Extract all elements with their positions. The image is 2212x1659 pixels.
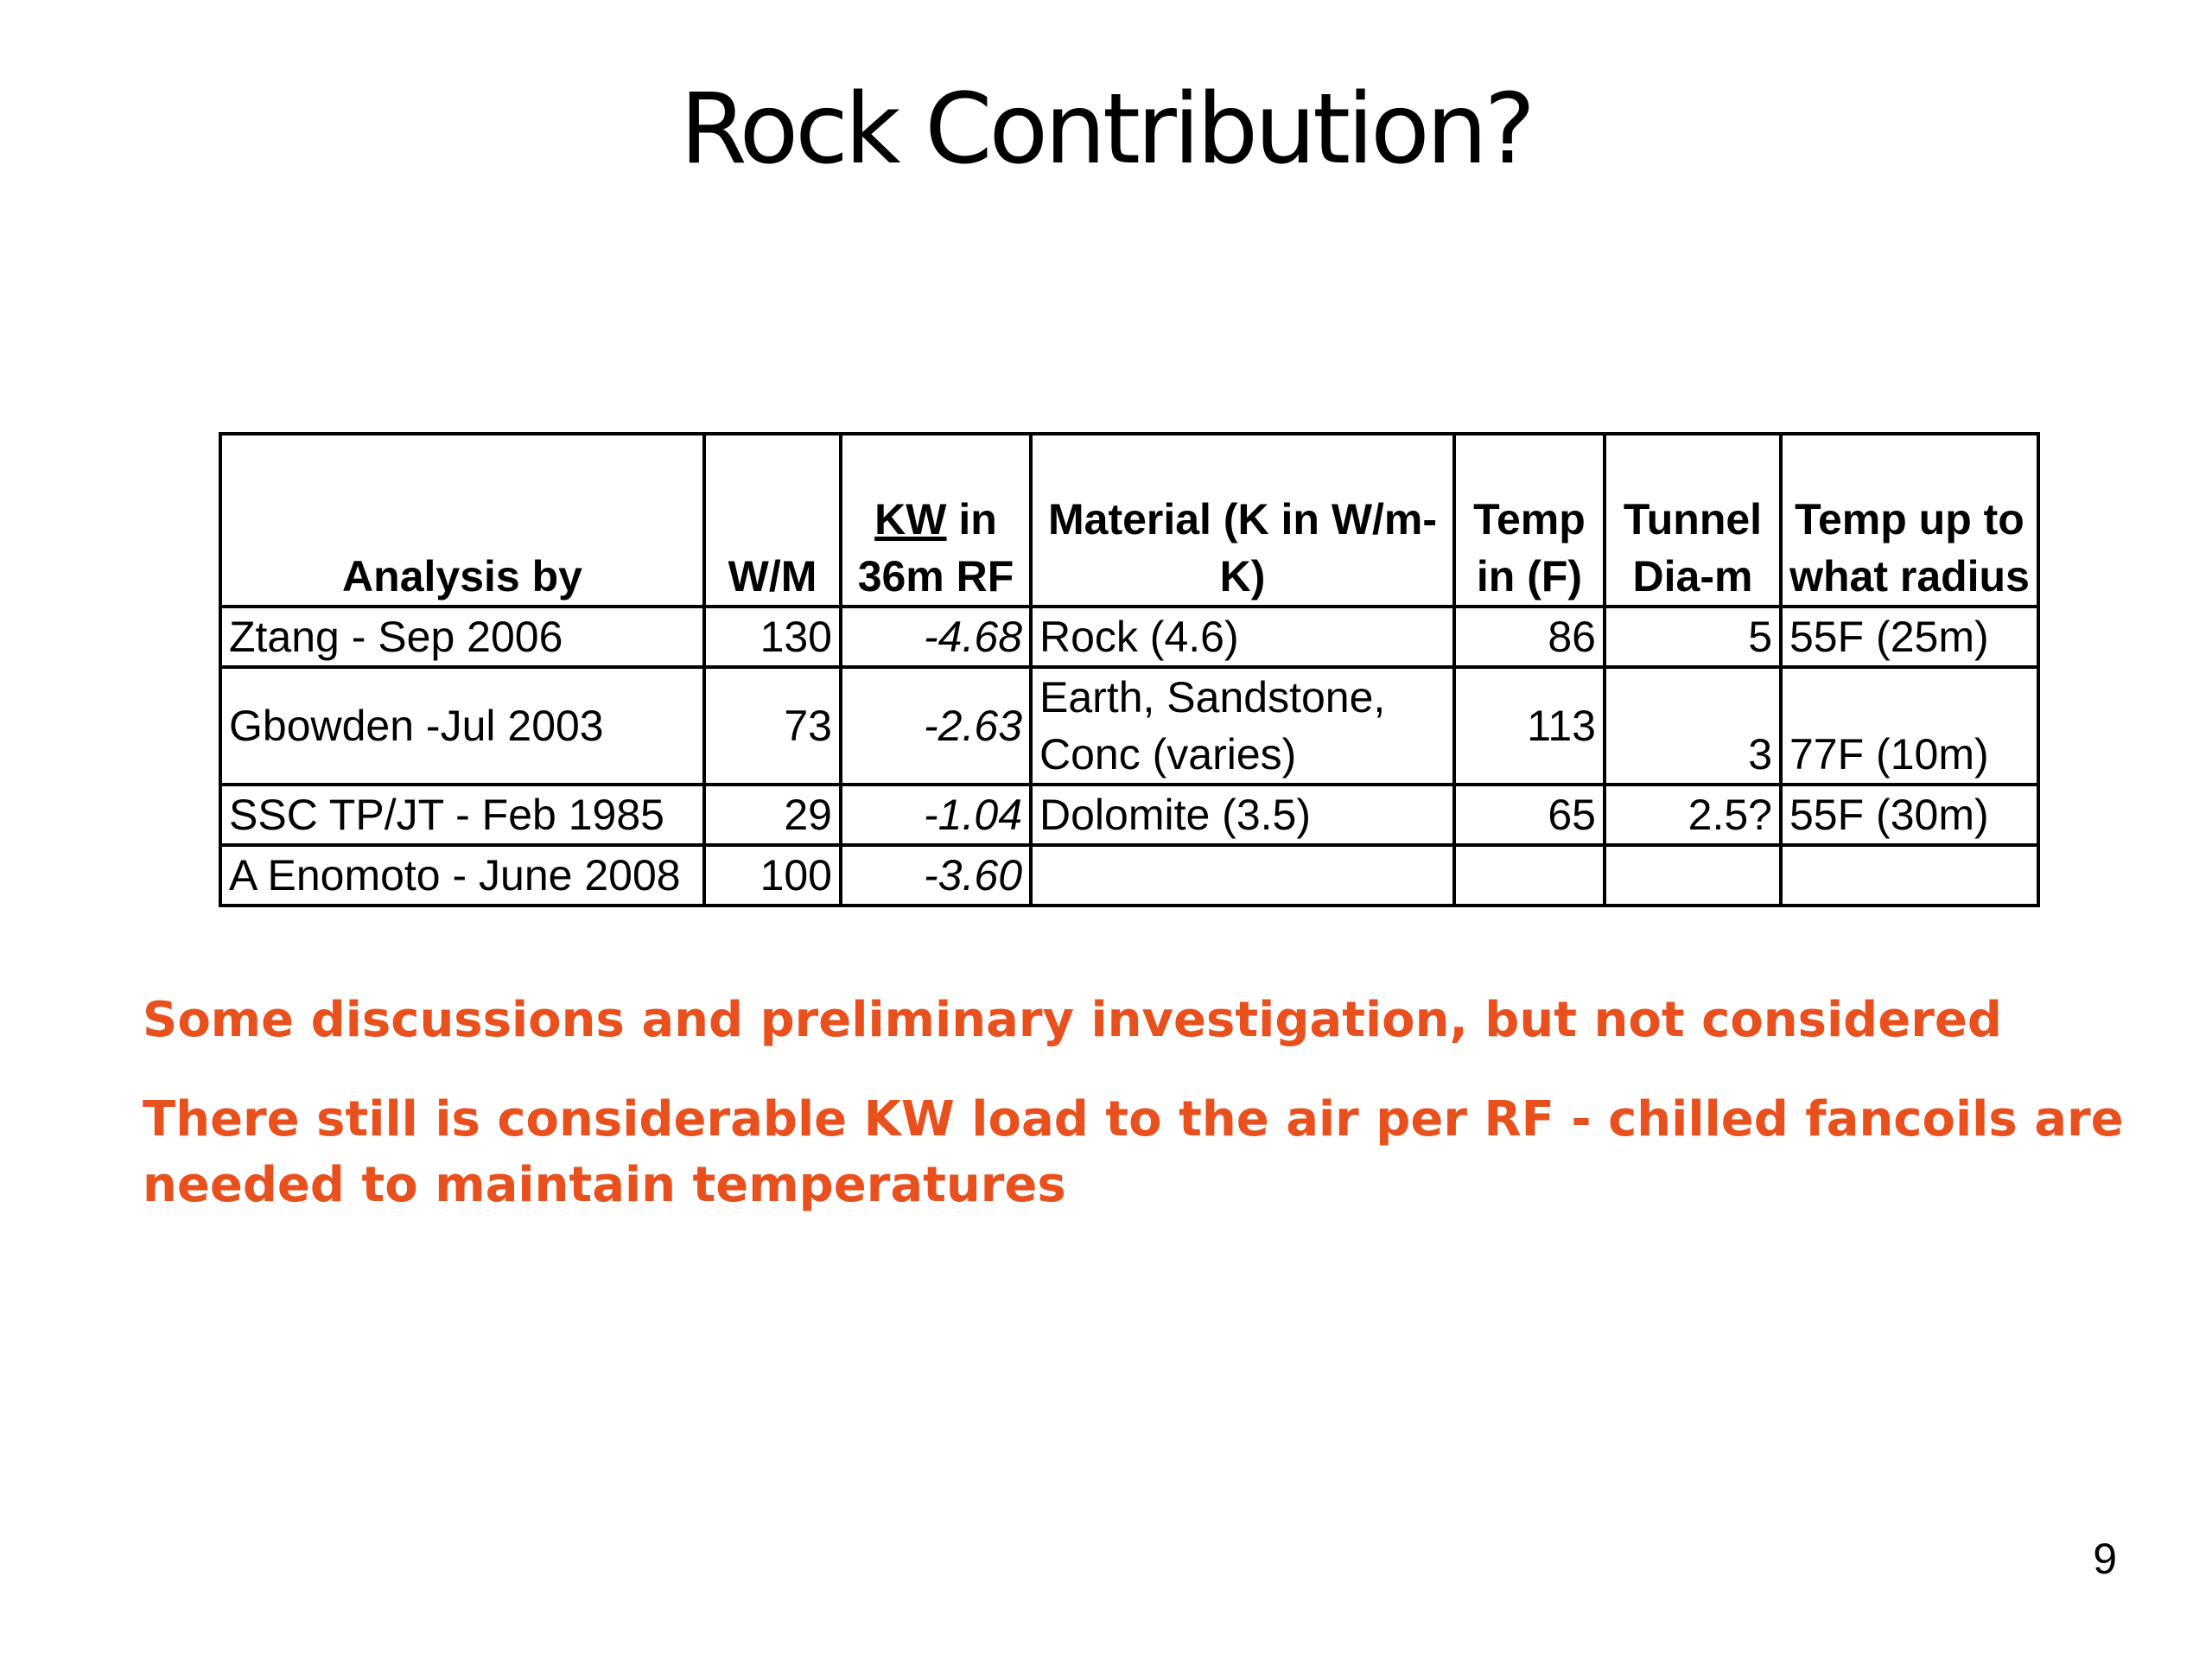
header-kw-underlined: KW <box>874 495 947 543</box>
header-kw-in: in <box>946 495 997 543</box>
cell-tunnel-dia <box>1605 845 1781 906</box>
cell-wm: 100 <box>704 845 841 906</box>
header-wm: W/M <box>704 434 841 607</box>
cell-temp: 113 <box>1454 667 1605 785</box>
header-kw-rf: 36m RF <box>857 552 1014 601</box>
slide-title: Rock Contribution? <box>679 73 1533 186</box>
cell-radius <box>1781 845 2038 906</box>
cell-wm: 73 <box>704 667 841 785</box>
cell-wm: 130 <box>704 607 841 667</box>
page-number: 9 <box>2093 1535 2117 1583</box>
cell-wm: 29 <box>704 785 841 845</box>
cell-kw: -3.60 <box>841 845 1031 906</box>
header-kw <box>841 434 1031 607</box>
cell-analysis: A Enomoto - June 2008 <box>220 845 704 906</box>
cell-kw: -2.63 <box>841 667 1031 785</box>
cell-radius: 55F (25m) <box>1781 607 2038 667</box>
header-temp: Temp in (F) <box>1454 434 1605 607</box>
cell-tunnel-dia: 2.5? <box>1605 785 1781 845</box>
table-row <box>220 785 2038 845</box>
cell-analysis: Gbowden -Jul 2003 <box>220 667 704 785</box>
cell-analysis: Ztang - Sep 2006 <box>220 607 704 667</box>
cell-kw: -4.68 <box>841 607 1031 667</box>
cell-temp <box>1454 845 1605 906</box>
cell-tunnel-dia: 5 <box>1605 607 1781 667</box>
cell-material: Earth, Sandstone, Conc (varies) <box>1031 667 1454 785</box>
table-row <box>220 845 2038 906</box>
header-analysis-by: Analysis by <box>220 434 704 607</box>
cell-radius: 55F (30m) <box>1781 785 2038 845</box>
table-row <box>220 607 2038 667</box>
rock-contribution-table <box>219 432 2040 907</box>
cell-material: Dolomite (3.5) <box>1031 785 1454 845</box>
cell-analysis: SSC TP/JT - Feb 1985 <box>220 785 704 845</box>
note-discussions: Some discussions and preliminary investigation, but not considered <box>143 992 2002 1048</box>
header-tunnel-dia: Tunnel Dia-m <box>1605 434 1781 607</box>
table-row <box>220 667 2038 785</box>
cell-material <box>1031 845 1454 906</box>
cell-temp: 86 <box>1454 607 1605 667</box>
note-kw-load: There still is considerable KW load to the air per RF - chilled fancoils are needed to maintain temperatures <box>143 1091 2124 1213</box>
cell-tunnel-dia: 3 <box>1605 667 1781 785</box>
cell-kw: -1.04 <box>841 785 1031 845</box>
header-material: Material (K in W/m-K) <box>1031 434 1454 607</box>
header-temp-radius: Temp up to what radius <box>1781 434 2038 607</box>
cell-temp: 65 <box>1454 785 1605 845</box>
table-header-row <box>220 434 2038 607</box>
cell-radius: 77F (10m) <box>1781 667 2038 785</box>
cell-material: Rock (4.6) <box>1031 607 1454 667</box>
